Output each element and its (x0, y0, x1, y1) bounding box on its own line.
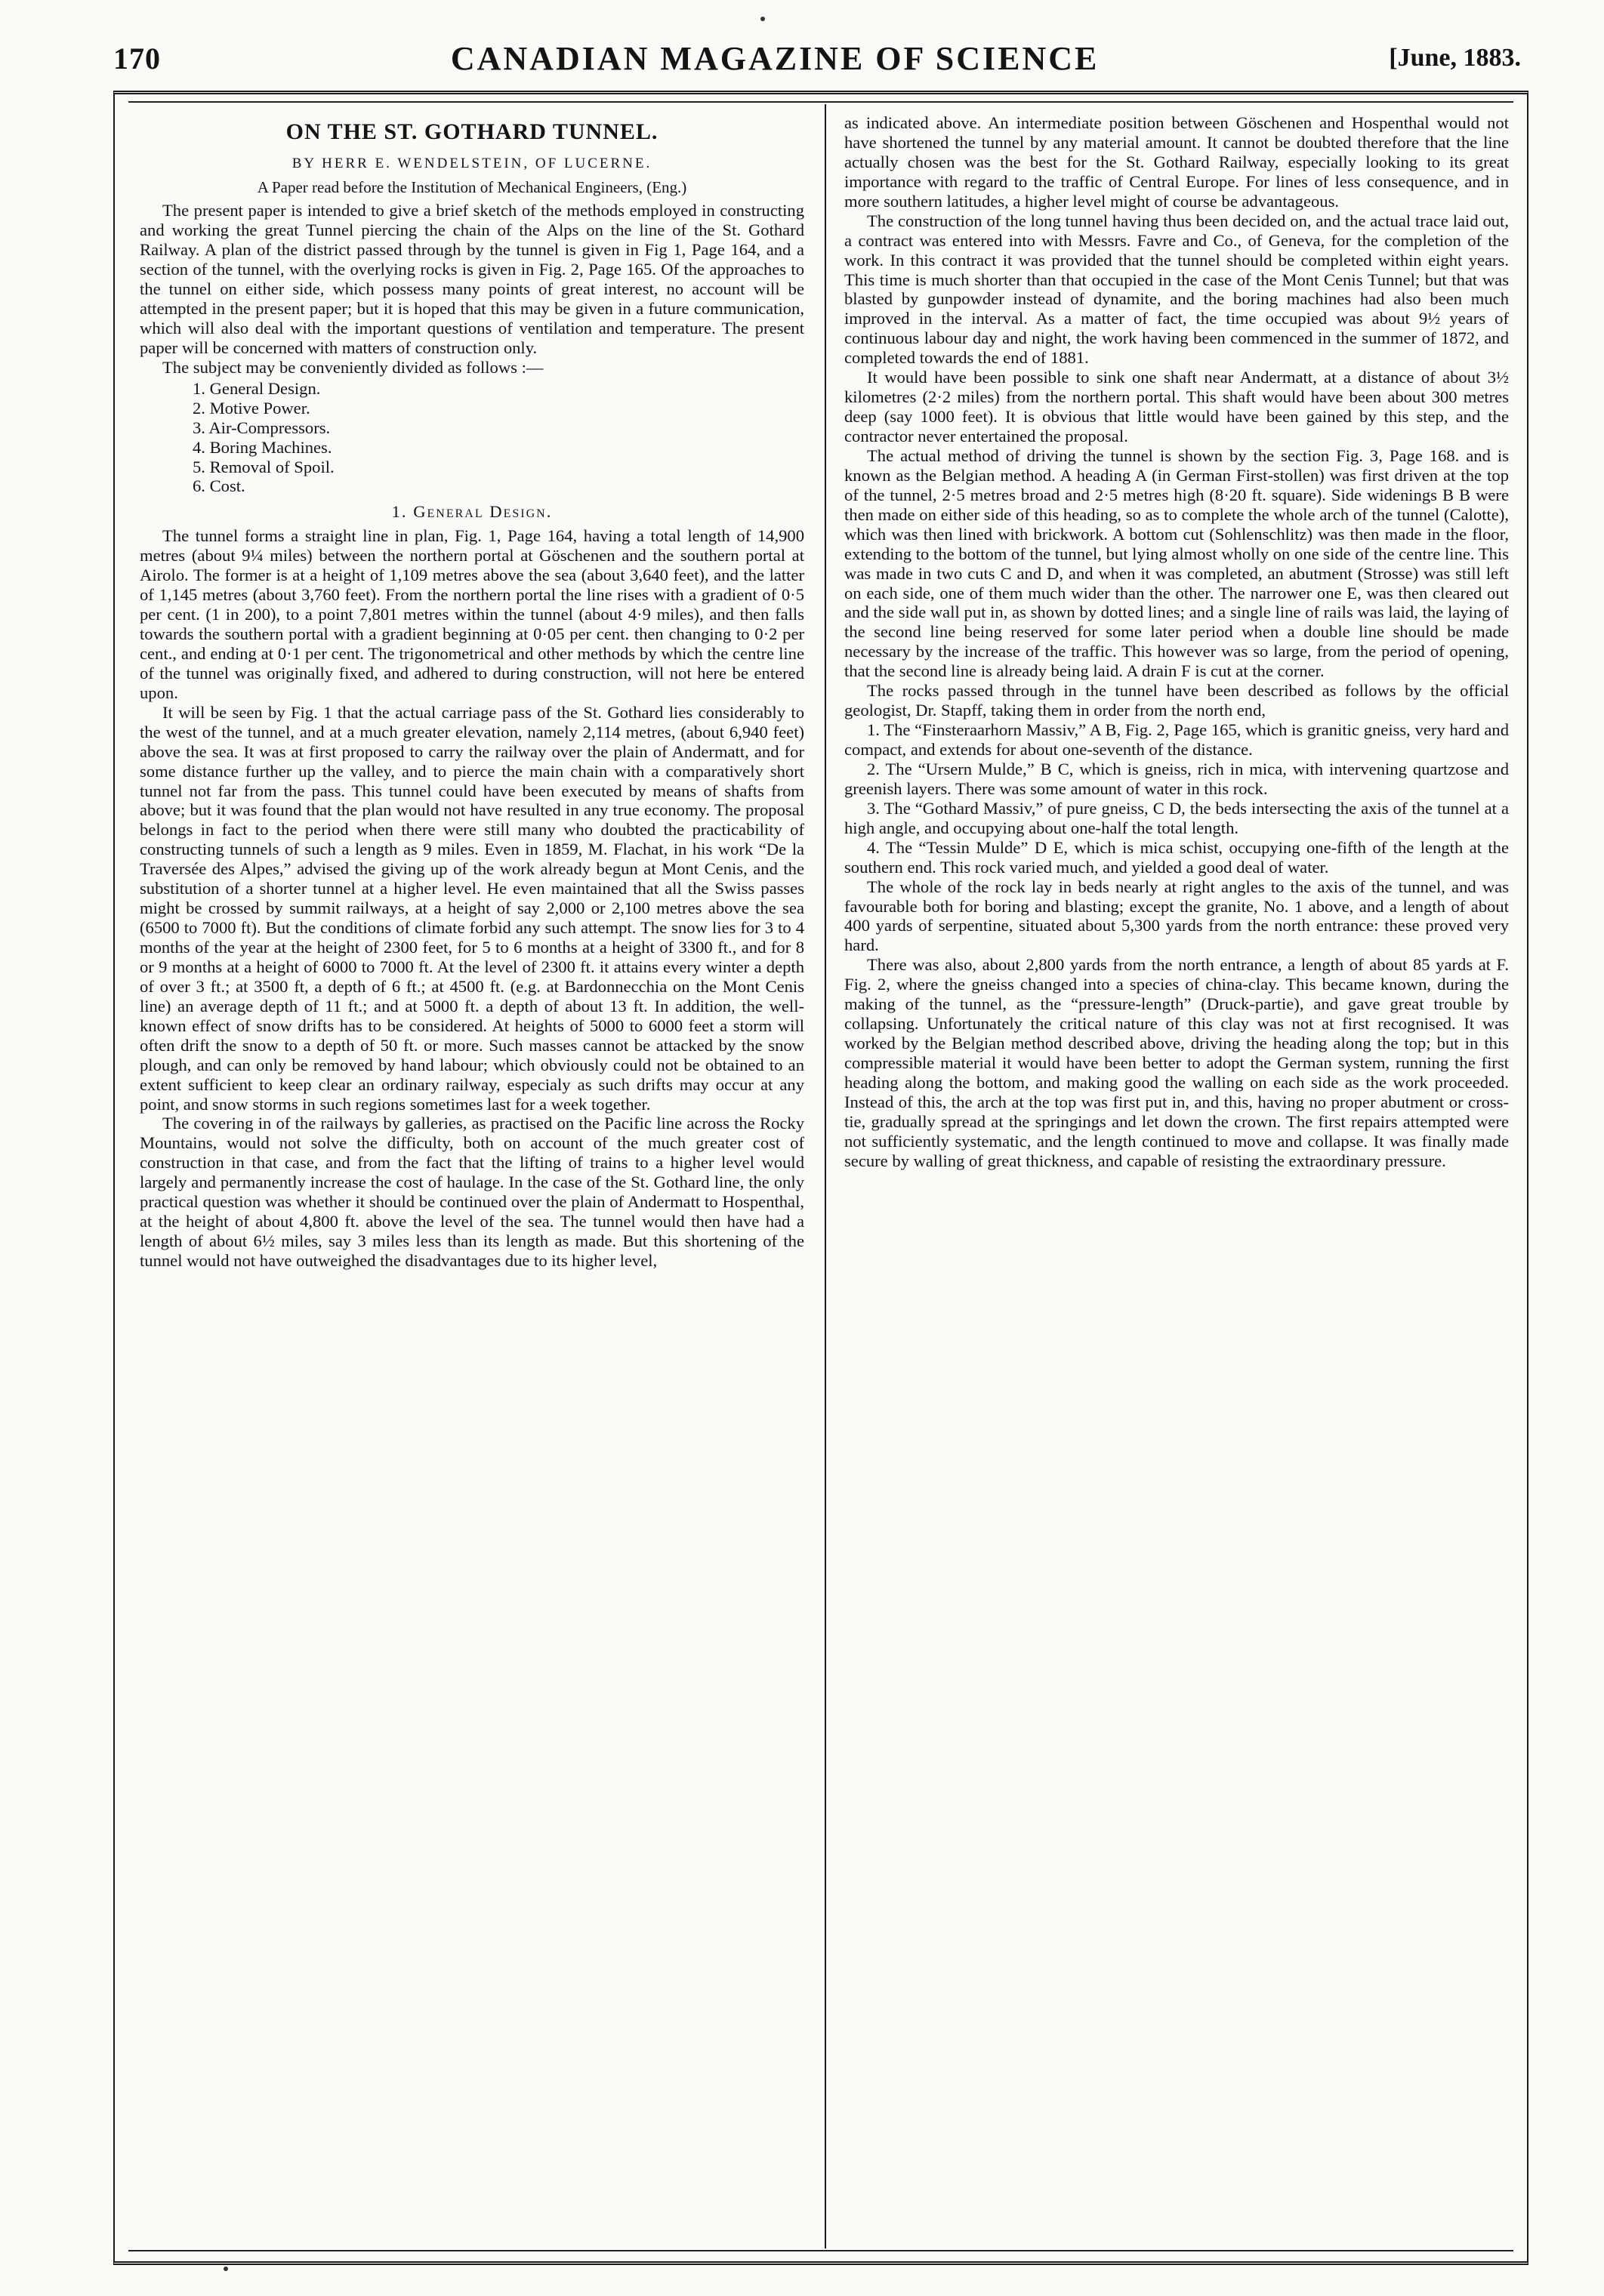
rock-list-item: 1. The “Finsteraarhorn Massiv,” A B, Fig. 2, Page 165, which is granitic gneiss, very hard and compact, and extends for about one-seventh of the distance. (844, 720, 1509, 759)
issue-date: [June, 1883. (1389, 44, 1521, 72)
ink-speck (760, 17, 765, 21)
paragraph: It will be seen by Fig. 1 that the actual carriage pass of the St. Gothard lies considerably to the west of the tunnel, and at a much greater elevation, namely 2,114 metres, (about 6,940 feet) above the sea. It was at first proposed to carry the railway over the plain of Andermatt, and for some distance further up the valley, and to pierce the main chain with a comparatively short tunnel not far from the pass. This tunnel could have been executed by means of shafts from above; but it was found that the plan would not have resulted in any true economy. The proposal belongs in fact to the period when there were still many who doubted the practicability of constructing tunnels of such a length as 9 miles. Even in 1859, M. Flachat, in his work “De la Traversée des Alpes,” advised the giving up of the work already begun at Mont Cenis, and the substitution of a shorter tunnel at a higher level. He even maintained that all the Swiss passes might be crossed by summit railways, at a height of say 2,000 or 2,100 metres above the sea (6500 to 7000 ft). But the conditions of climate forbid any such attempt. The snow lies for 3 to 4 months of the year at the height of 2300 feet, for 5 to 6 months at a height of 3300 ft., and for 8 or 9 months at a height of 6000 to 7000 ft. At the level of 2300 ft. it attains every winter a depth of over 3 ft.; at 3500 ft, a depth of 6 ft.; at 4500 ft. (e.g. at Bardonnecchia on the Mont Cenis line) an average depth of 11 ft.; and at 5000 ft. a depth of about 13 ft. In addition, the well-known effect of snow drifts has to be considered. At heights of 5000 to 6000 feet a storm will often drift the snow to a depth of 50 ft. or more. Such masses cannot be attacked by the snow plough, and can only be removed by hand labour; which obviously could not be obtained to an extent sufficient to keep clear an ordinary railway, especialy as such drifts may occur at any point, and snow storms in such regions sometimes last for a week together. (140, 702, 804, 1114)
outline-list (140, 379, 804, 497)
ink-speck (224, 2267, 228, 2271)
column-divider (825, 104, 826, 2248)
paragraph: The actual method of driving the tunnel is shown by the section Fig. 3, Page 168. and is known as the Belgian method. A heading A (in German First-stollen) was first driven at the top of the tunnel, 2·5 metres broad and 2·5 metres high (8·20 ft. square). Side widenings B B were then made on either side of this heading, so as to complete the whole arch of the tunnel (Calotte), which was then lined with brickwork. A bottom cut (Sohlenschlitz) was then made in the floor, extending to the bottom of the tunnel, but lying almost wholly on one side of the centre line. This was made in two cuts C and D, and when it was completed, an abutment (Strosse) was still left on each side, one of them much wider than the other. The narrower one E, was then cleared out and the side wall put in, as shown by dotted lines; and a single line of rails was laid, the laying of the second line being reserved for some later period when a double line should be made necessary by the increase of the traffic. This however was so large, from the period of opening, that the second line is already being laid. A drain F is cut at the corner. (844, 445, 1509, 681)
paragraph: The rocks passed through in the tunnel have been described as follows by the official geologist, Dr. Stapff, taking them in order from the north end, (844, 681, 1509, 720)
source-note: A Paper read before the Institution of Mechanical Engineers, (Eng.) (257, 178, 687, 197)
rock-list-item: 4. The “Tessin Mulde” D E, which is mica schist, occupying one-fifth of the length at the southern end. This rock varied much, and yielded a good deal of water. (844, 837, 1509, 877)
rock-list-item: 3. The “Gothard Massiv,” of pure gneiss, C D, the beds intersecting the axis of the tunnel at a high angle, and occupying about one-half the total length. (844, 798, 1509, 837)
page-number: 170 (113, 41, 161, 76)
paragraph: The tunnel forms a straight line in plan, Fig. 1, Page 164, having a total length of 14,900 metres (about 9¼ miles) between the northern portal at Göschenen and the southern portal at Airolo. The former is at a height of 1,109 metres above the sea (about 3,640 feet), and the latter of 1,145 metres (about 3,760 feet). From the northern portal the line rises with a gradient of 0·5 per cent. (1 in 200), to a point 7,801 metres within the tunnel (about 4·9 miles), and then falls towards the southern portal with a gradient beginning at 0·05 per cent. then changing to 0·2 per cent., and ending at 0·1 per cent. The trigonometrical and other methods by which the centre line of the tunnel was originally fixed, and adhered to during construction, will not here be entered upon. (140, 526, 804, 702)
outline-item: 2. Motive Power. (193, 398, 310, 418)
paragraph: There was also, about 2,800 yards from the north entrance, a length of about 85 yards at F. Fig. 2, where the gneiss changed into a species of china-clay. This became known, during the making of the tunnel, as the “pressure-length” (Druck-partie), and gave great trouble by collapsing. Unfortunately the critical nature of this clay was not at first recognised. It was worked by the Belgian method described above, driving the heading along the top; but in this compressible material it would have been better to adopt the German system, running the first heading along the bottom, and making good the walling on each side as the work proceeded. Instead of this, the arch at the top was first put in, and this, having no proper abutment or cross-tie, gradually spread at the springings and let down the crown. The first repairs attempted were not sufficiently systematic, and the length continued to move and collapse. It was finally made secure by walling of great thickness, and capable of resisting the extraordinary pressure. (844, 955, 1509, 1170)
outline-item: 5. Removal of Spoil. (193, 457, 335, 476)
running-head (113, 32, 1521, 85)
section-heading: 1. General Design. (391, 502, 553, 522)
paragraph: The whole of the rock lay in beds nearly at right angles to the axis of the tunnel, and was favourable both for boring and blasting; except the granite, No. 1 above, and a length of about 400 yards of serpentine, situated about 5,300 yards from the north entrance: these proved very hard. (844, 877, 1509, 955)
paragraph: The present paper is intended to give a brief sketch of the methods employed in constructing and working the great Tunnel piercing the chain of the Alps on the line of the St. Gothard Railway. A plan of the district passed through by the tunnel is given in Fig 1, Page 164, and a section of the tunnel, with the overlying rocks is given in Fig. 2, Page 165. Of the approaches to the tunnel on either side, which possess many points of great interest, no account will be attempted in the present paper; but it is hoped that this may be given in a future communication, which will also deal with the important questions of ventilation and temperature. The present paper will be concerned with matters of construction only. (140, 201, 804, 357)
paragraph: It would have been possible to sink one shaft near Andermatt, at a distance of about 3½ kilometres (2·2 miles) from the northern portal. This shaft would have been about 300 metres deep (say 1000 feet). It is obvious that little would have been gained by this step, and the contractor never entertained the proposal. (844, 368, 1509, 445)
paragraph: The covering in of the railways by galleries, as practised on the Pacific line across the Rocky Mountains, would not solve the difficulty, both on account of the much greater cost of construction in that case, and from the fact that the lifting of trains to a higher level would largely and permanently increase the cost of haulage. In the case of the St. Gothard line, the only practical question was whether it should be continued over the plain of Andermatt to Hospenthal, at the height of about 4,800 ft. above the level of the sea. The tunnel would then have had a length of about 6½ miles, say 3 miles less than its length as made. But this shortening of the tunnel would not have outweighed the disadvantages due to its higher level, (140, 1114, 804, 1271)
inner-rule-top (128, 101, 1513, 103)
rock-list-item: 2. The “Ursern Mulde,” B C, which is gneiss, rich in mica, with intervening quartzose and greenish layers. There was some amount of water in this rock. (844, 759, 1509, 798)
right-column (844, 113, 1509, 2242)
paragraph: The subject may be conveniently divided as follows :— (162, 357, 544, 377)
magazine-title: CANADIAN MAGAZINE OF SCIENCE (450, 39, 1100, 77)
outline-item: 1. General Design. (193, 378, 321, 398)
article-title: ON THE ST. GOTHARD TUNNEL. (285, 119, 659, 144)
paragraph: as indicated above. An intermediate position between Göschenen and Hospenthal would not have shortened the tunnel by any material amount. It cannot be doubted therefore that the line actually chosen was the best for the St. Gothard Railway, especially looking to its great importance with regard to the traffic of Central Europe. For lines of less consequence, and in more southern latitudes, a higher level might of course be advantageous. (844, 113, 1509, 211)
outline-item: 3. Air-Compressors. (193, 418, 331, 437)
paragraph: The construction of the long tunnel having thus been decided on, and the actual trace laid out, a contract was entered into with Messrs. Favre and Co., of Geneva, for the completion of the work. In this contract it was provided that the tunnel should be completed within eight years. This time is much shorter than that occupied in the case of the Mont Cenis Tunnel; but that was blasted by gunpowder instead of dynamite, and the boring machines had also been much improved in the interval. As a matter of fact, the time occupied was about 9½ years of continuous labour day and night, the work having been commenced in the summer of 1872, and completed towards the end of 1881. (844, 211, 1509, 368)
left-column (140, 113, 804, 2242)
outline-item: 6. Cost. (193, 476, 245, 496)
inner-rule-bottom (128, 2250, 1513, 2251)
outline-item: 4. Boring Machines. (193, 437, 332, 457)
byline: BY HERR E. WENDELSTEIN, OF LUCERNE. (291, 156, 652, 172)
